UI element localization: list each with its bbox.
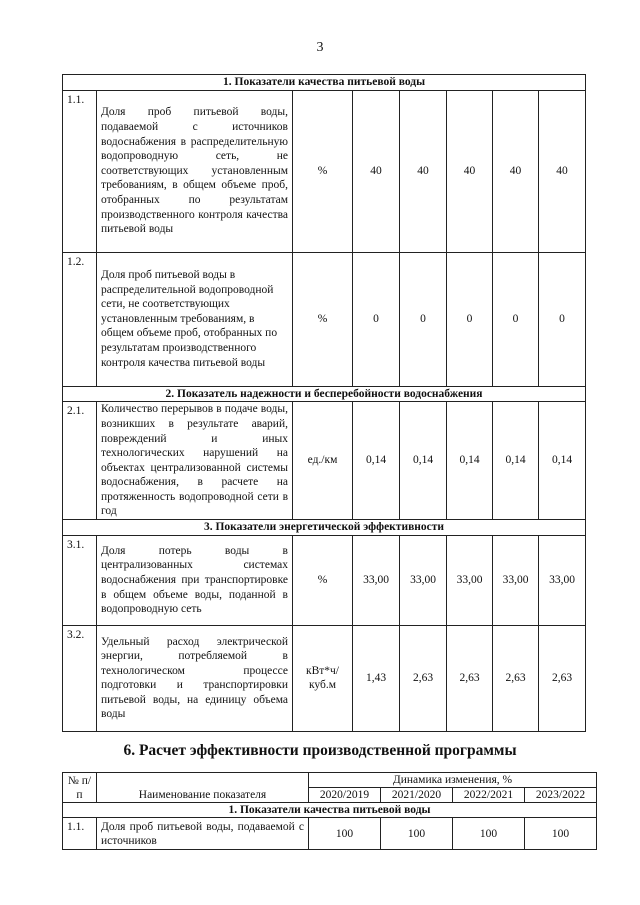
- period-header: 2023/2022: [525, 788, 597, 803]
- section-heading: 6. Расчет эффективности производственной программы: [123, 742, 517, 759]
- period-header: 2020/2019: [309, 788, 381, 803]
- table-row: [63, 818, 597, 850]
- unit: %: [293, 90, 353, 252]
- value-cell: 0: [539, 252, 586, 386]
- table-row: [63, 535, 586, 625]
- table-row: [63, 625, 586, 731]
- value-cell: 0: [493, 252, 539, 386]
- row-number: 1.2.: [63, 252, 97, 386]
- value-cell: 0,14: [493, 402, 539, 520]
- unit: %: [293, 252, 353, 386]
- table-row: [63, 90, 586, 252]
- section-header-row: [63, 520, 586, 536]
- period-header: 2021/2020: [381, 788, 453, 803]
- value-cell: 33,00: [400, 535, 447, 625]
- table-row: [63, 402, 586, 520]
- value-cell: 0,14: [400, 402, 447, 520]
- row-number: 1.1.: [63, 818, 97, 850]
- row-number: 2.1.: [63, 402, 97, 520]
- value-cell: 40: [400, 90, 447, 252]
- unit: %: [293, 535, 353, 625]
- table-row: [63, 252, 586, 386]
- indicator-name: Доля проб питьевой воды в распределительной водопроводной сети, не соответствующих установленным требованиям, в общем объеме проб, отобранных по результатам производственного контроля качества питьевой воды: [97, 252, 293, 386]
- section-title: 1. Показатели качества питьевой воды: [63, 803, 597, 818]
- indicators-table: [62, 74, 586, 732]
- header-dynamics: Динамика изменения, %: [309, 773, 597, 788]
- indicator-name: Доля потерь воды в централизованных системах водоснабжения при транспортировке в общем объеме воды, поданной в водопроводную сеть: [97, 535, 293, 625]
- value-cell: 2,63: [447, 625, 493, 731]
- value-cell: 40: [353, 90, 400, 252]
- page-number: 3: [316, 40, 324, 55]
- value-cell: 0: [400, 252, 447, 386]
- value-cell: 2,63: [400, 625, 447, 731]
- value-cell: 33,00: [539, 535, 586, 625]
- value-cell: 2,63: [493, 625, 539, 731]
- value-cell: 40: [493, 90, 539, 252]
- value-cell: 1,43: [353, 625, 400, 731]
- section-header-row: [63, 803, 597, 818]
- section-header-row: [63, 386, 586, 402]
- value-cell: 0: [447, 252, 493, 386]
- unit: кВт*ч/ куб.м: [293, 625, 353, 731]
- header-num: № п/п: [63, 773, 97, 803]
- value-cell: 2,63: [539, 625, 586, 731]
- section-title: 3. Показатели энергетической эффективности: [63, 520, 586, 536]
- value-cell: 40: [447, 90, 493, 252]
- value-cell: 0,14: [353, 402, 400, 520]
- value-cell: 33,00: [447, 535, 493, 625]
- period-header: 2022/2021: [453, 788, 525, 803]
- indicator-name: Удельный расход электрической энергии, потребляемой в технологическом процессе подготовки и транспортировки питьевой воды, на единицу объема воды: [97, 625, 293, 731]
- value-cell: 0,14: [539, 402, 586, 520]
- row-number: 1.1.: [63, 90, 97, 252]
- indicator-name: Количество перерывов в подаче воды, возникших в результате аварий, повреждений и иных технологических нарушений на объектах централизованной системы водоснабжения, в расчете на протяженность водопроводной сети в год: [97, 402, 293, 520]
- value-cell: 100: [381, 818, 453, 850]
- section-title: 2. Показатель надежности и бесперебойности водоснабжения: [63, 386, 586, 402]
- value-cell: 40: [539, 90, 586, 252]
- row-number: 3.1.: [63, 535, 97, 625]
- indicator-name: Доля проб питьевой воды, подаваемой с источников: [97, 818, 309, 850]
- value-cell: 100: [525, 818, 597, 850]
- row-number: 3.2.: [63, 625, 97, 731]
- value-cell: 0,14: [447, 402, 493, 520]
- value-cell: 0: [353, 252, 400, 386]
- indicator-name: Доля проб питьевой воды, подаваемой с источников водоснабжения в распределительную водопроводную сеть, не соответствующих установленным требованиям, в общем объеме проб, отобранных по результатам производственного контроля качества питьевой воды: [97, 90, 293, 252]
- section-header-row: [63, 75, 586, 91]
- unit: ед./км: [293, 402, 353, 520]
- efficiency-table: [62, 772, 597, 850]
- header-name: Наименование показателя: [97, 773, 309, 803]
- value-cell: 100: [453, 818, 525, 850]
- value-cell: 100: [309, 818, 381, 850]
- value-cell: 33,00: [493, 535, 539, 625]
- header-row: [63, 773, 597, 788]
- value-cell: 33,00: [353, 535, 400, 625]
- section-title: 1. Показатели качества питьевой воды: [63, 75, 586, 91]
